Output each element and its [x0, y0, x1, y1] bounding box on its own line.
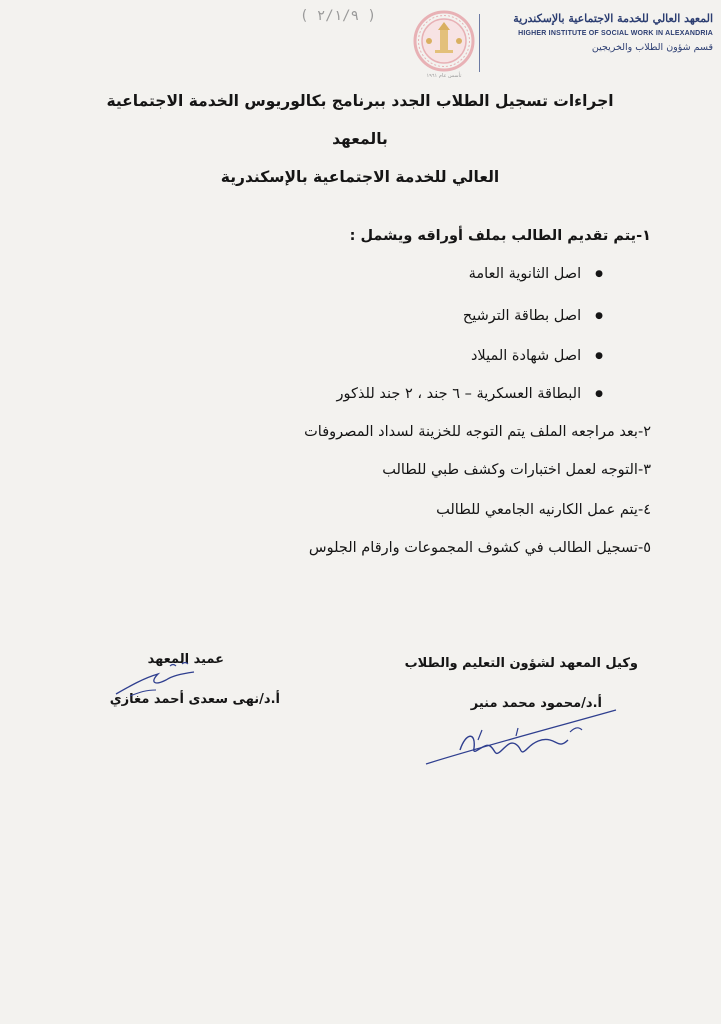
letterhead-divider: [479, 14, 480, 72]
seal-caption: تأسس عام ١٩٦١: [426, 73, 462, 79]
vice-dean-title: وكيل المعهد لشؤون التعليم والطلاب: [404, 656, 638, 671]
dean-signature-icon: [110, 656, 210, 704]
list-item: ● البطاقة العسكرية – ٦ جند ، ٢ جند للذكور: [337, 386, 603, 402]
institute-english-name: HIGHER INSTITUTE OF SOCIAL WORK IN ALEXANDRIA: [518, 30, 713, 37]
title-line-2: العالي للخدمة الاجتماعية بالإسكندرية: [220, 168, 500, 186]
seal-logo-icon: [413, 10, 475, 72]
step-4: ٤-يتم عمل الكارنيه الجامعي للطالب: [436, 502, 651, 518]
list-item: ● اصل الثانوية العامة: [469, 266, 603, 282]
department-name: قسم شؤون الطلاب والخريجين: [591, 42, 713, 53]
dean-name: أ.د/نهى سعدى أحمد مغازي: [109, 692, 280, 707]
dean-title: عميد المعهد: [147, 652, 224, 667]
handwritten-date: ( ٢/١/٩ ): [300, 8, 376, 24]
title-line-1: اجراءات تسجيل الطلاب الجدد ببرنامج بكالوريوس الخدمة الاجتماعية بالمعهد: [106, 92, 614, 148]
institute-seal: [413, 10, 475, 72]
list-item: ● اصل شهادة الميلاد: [471, 348, 603, 364]
step-2: ٢-بعد مراجعه الملف يتم التوجه للخزينة لسداد المصروفات: [304, 424, 651, 440]
vice-dean-name: أ.د/محمود محمد منير: [470, 696, 602, 711]
step-3: ٣-التوجه لعمل اختبارات وكشف طبي للطالب: [382, 462, 651, 478]
institute-arabic-name: المعهد العالي للخدمة الاجتماعية بالإسكندرية: [513, 12, 713, 25]
letterhead: [413, 10, 713, 80]
step-1-heading: ١-يتم تقديم الطالب بملف أوراقه ويشمل :: [349, 228, 651, 244]
step-5: ٥-تسجيل الطالب في كشوف المجموعات وارقام الجلوس: [308, 540, 651, 556]
document-title: [80, 82, 640, 196]
letterhead-text: [487, 12, 713, 53]
list-item: ● اصل بطاقة الترشيح: [463, 308, 603, 324]
vice-dean-signature-icon: [420, 706, 620, 770]
